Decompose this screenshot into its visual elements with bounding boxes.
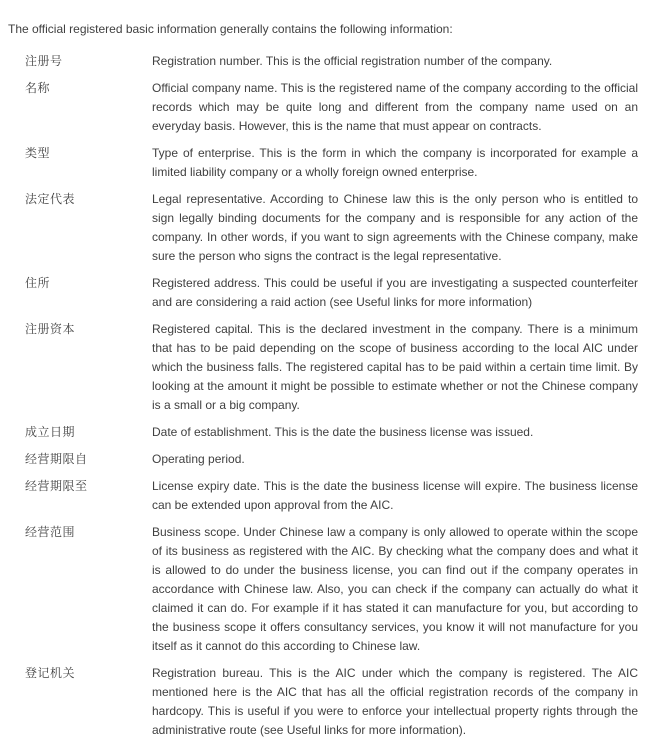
definition-row <box>25 79 638 136</box>
term-chinese: 注册资本 <box>25 322 76 336</box>
term-chinese: 住所 <box>25 276 51 290</box>
term-description: Legal representative. According to Chinese law this is the only person who is entitled to sign legally binding documents for the company and is responsible for any action of the company. In other words, if you want to sign agreements with the Chinese company, make sure the person who signs the contract is the legal representative. <box>152 192 638 263</box>
term-chinese: 经营范围 <box>25 525 76 539</box>
glossary-list <box>8 52 638 740</box>
term-chinese: 成立日期 <box>25 425 76 439</box>
definition-row <box>25 190 638 266</box>
term-chinese: 法定代表 <box>25 192 76 206</box>
term-chinese: 登记机关 <box>25 666 76 680</box>
definition-row <box>25 523 638 656</box>
term-description: Date of establishment. This is the date the business license was issued. <box>152 425 534 439</box>
term-description: Registration number. This is the official registration number of the company. <box>152 54 553 68</box>
term-description: Registered capital. This is the declared investment in the company. There is a minimum that has to be paid depending on the scope of business according to the local AIC under which the business falls. The registered capital has to be paid within a certain time limit. By looking at the amount it might be possible to estimate whether or not the Chinese company is a small or a big company. <box>152 322 638 412</box>
term-chinese: 注册号 <box>25 54 63 68</box>
term-description: Official company name. This is the registered name of the company according to the official records which may be quite long and different from the company name used on an everyday basis. However, this is the name that must appear on contracts. <box>152 81 638 133</box>
definition-row <box>25 450 638 469</box>
term-description: Registered address. This could be useful if you are investigating a suspected counterfeiter and are considering a raid action (see Useful links for more information) <box>152 276 638 309</box>
definition-row <box>25 274 638 312</box>
definition-row <box>25 144 638 182</box>
definition-row <box>25 320 638 415</box>
definition-row <box>25 477 638 515</box>
definition-row <box>25 423 638 442</box>
term-description: License expiry date. This is the date the business license will expire. The business license can be extended upon approval from the AIC. <box>152 479 638 512</box>
term-chinese: 经营期限自 <box>25 452 88 466</box>
term-chinese: 名称 <box>25 81 51 95</box>
definition-row <box>25 664 638 740</box>
term-description: Business scope. Under Chinese law a company is only allowed to operate within the scope of its business as registered with the AIC. By checking what the company does and what it is allowed to do under the business license, you can find out if the company operates in accordance with Chinese law. Also, you can check if the company can actually do what it claimed it can do. For example if it has stated it can manufacture for you, but according to the business scope it offers consultancy services, you know it will not manufacture for you itself as it cannot do this according to Chinese law. <box>152 525 638 653</box>
term-description: Registration bureau. This is the AIC under which the company is registered. The AIC mentioned here is the AIC that has all the official registration records of the company in hardcopy. This is useful if you were to enforce your intellectual property rights through the administrative route (see Useful links for more information). <box>152 666 638 737</box>
intro-text: The official registered basic information generally contains the following information: <box>8 22 453 36</box>
term-chinese: 经营期限至 <box>25 479 88 493</box>
term-chinese: 类型 <box>25 146 51 160</box>
term-description: Type of enterprise. This is the form in which the company is incorporated for example a limited liability company or a wholly foreign owned enterprise. <box>152 146 638 179</box>
definition-row <box>25 52 638 71</box>
term-description: Operating period. <box>152 452 245 466</box>
